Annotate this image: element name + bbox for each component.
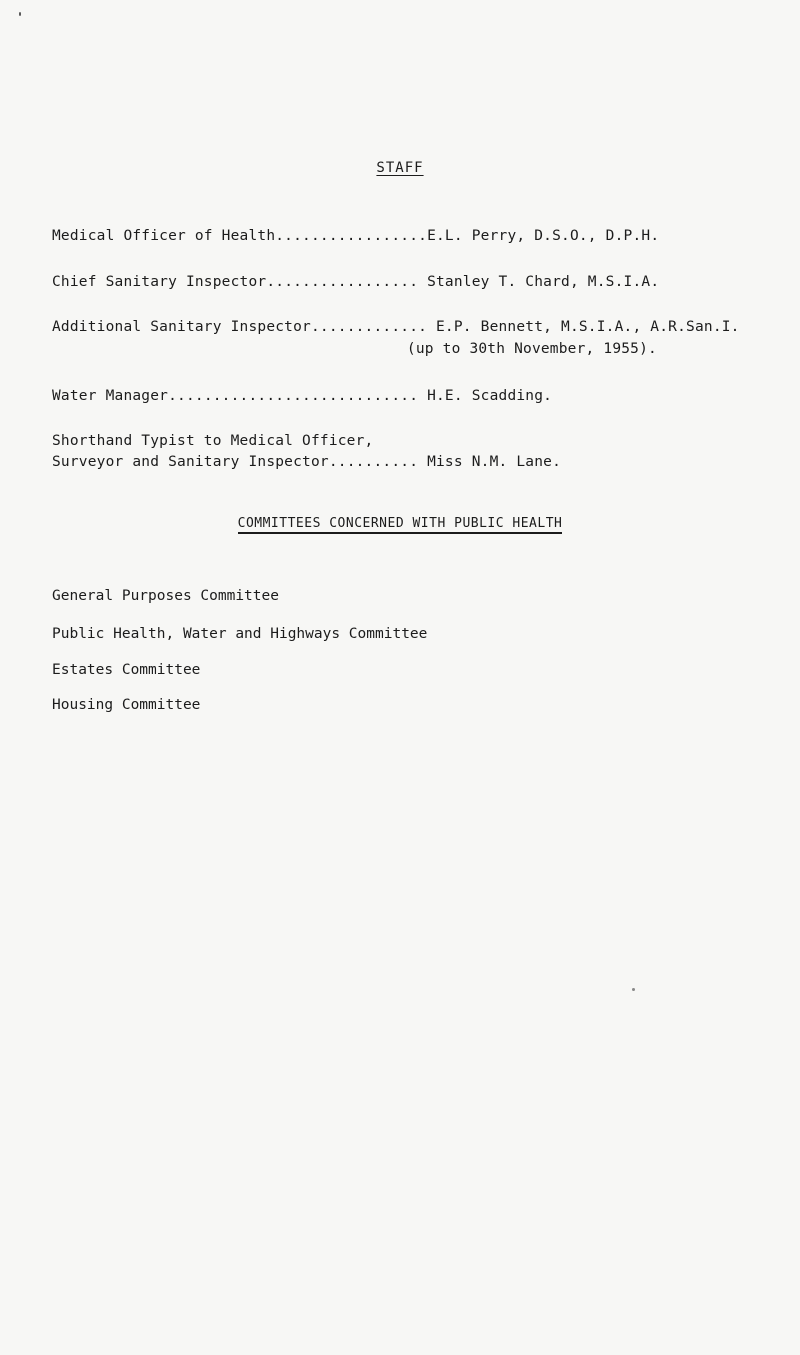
staff-role: Chief Sanitary Inspector: [52, 274, 267, 290]
staff-row-additional-inspector-note: [398, 341, 657, 357]
committee-item: Public Health, Water and Highways Committee: [52, 626, 428, 642]
dot-leader: .............: [310, 319, 428, 335]
dot-leader: ..........: [328, 454, 419, 470]
staff-role: Water Manager: [52, 388, 169, 404]
staff-row-chief-inspector: [52, 274, 659, 290]
staff-note: (up to 30th November, 1955).: [398, 341, 657, 357]
staff-row-additional-inspector: [52, 319, 740, 335]
dot-leader: ............................: [168, 388, 419, 404]
page-heading: [0, 160, 800, 176]
paper-speck: [632, 988, 635, 991]
staff-name: Stanley T. Chard, M.S.I.A.: [418, 274, 660, 290]
committees-heading: [0, 516, 800, 531]
staff-role: Shorthand Typist to Medical Officer,: [52, 433, 374, 449]
staff-row-typist-line2: [52, 454, 561, 470]
dot-leader: ................: [275, 228, 419, 244]
staff-name: E.P. Bennett, M.S.I.A., A.R.San.I.: [427, 319, 740, 335]
staff-role: Additional Sanitary Inspector: [52, 319, 311, 335]
staff-heading-text: STAFF: [376, 160, 424, 176]
committees-heading-text: COMMITTEES CONCERNED WITH PUBLIC HEALTH: [238, 516, 563, 534]
staff-name: .E.L. Perry, D.S.O., D.P.H.: [418, 228, 660, 244]
staff-row-typist-line1: [52, 433, 373, 449]
staff-row-water-manager: [52, 388, 552, 404]
staff-role: Surveyor and Sanitary Inspector: [52, 454, 329, 470]
committee-item: Housing Committee: [52, 697, 201, 713]
committee-item: General Purposes Committee: [52, 588, 279, 604]
staff-role: Medical Officer of Health: [52, 228, 276, 244]
staff-name: Miss N.M. Lane.: [418, 454, 562, 470]
committee-item: Estates Committee: [52, 662, 201, 678]
staff-row-medical-officer: [52, 228, 659, 244]
paper-speck: [19, 12, 21, 16]
dot-leader: .................: [266, 274, 419, 290]
staff-name: H.E. Scadding.: [418, 388, 553, 404]
